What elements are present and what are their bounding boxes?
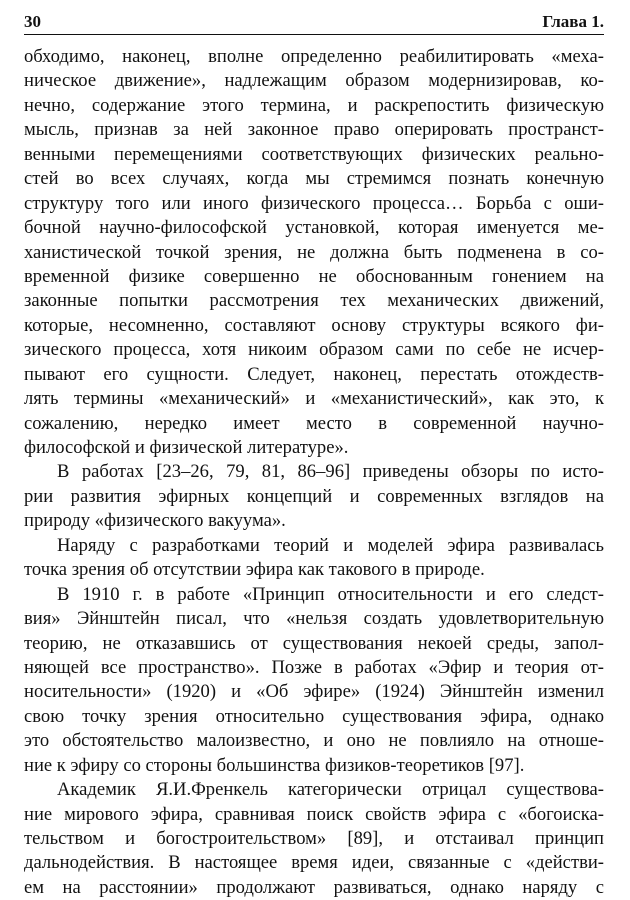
text-line: природу «физического вакуума». [24,510,286,532]
text-line: рии развития эфирных концепций и современных взглядов на [24,485,604,507]
text-line: стей во всех случаях, когда мы стремимся познать конечную [24,168,604,190]
text-line: временной физике совершенно не обоснованным гонением на [24,265,604,287]
text-line: которые, несомненно, составляют основу структуры всякого фи- [24,314,604,336]
text-line: ханистической точкой зрения, не должна быть подменена в со- [24,241,604,263]
text-line: свою точку зрения относительно существования эфира, однако [24,705,604,727]
text-line: носительности» (1920) и «Об эфире» (1924) Эйнштейн изменил [24,681,604,703]
text-line: зического процесса, хотя никоим образом сами по себе не исчер- [24,339,604,361]
text-line: бочной научно-философской установкой, которая именуется ме- [24,217,604,239]
text-line: ем на расстоянии» продолжают развиваться, однако наряду с [24,876,604,898]
text-line: Наряду с разработками теорий и моделей эфира развивалась [57,534,604,556]
text-line: мысль, признав за ней законное право оперировать пространст- [24,119,604,141]
text-line: законные попытки рассмотрения тех механических движений, [24,290,604,312]
text-line: ние мирового эфира, сравнивая поиск свойств эфира с «богоиска- [24,803,604,825]
text-line: тельством и богостроительством» [89], и отстаивал принцип [24,828,604,849]
text-line: пывают его сущности. Следует, наконец, перестать отождеств- [24,363,604,385]
text-line: дальнодействия. В настоящее время идеи, связанные с «действи- [24,852,604,874]
text-line: это обстоятельство малоизвестно, и оно не повлияло на отноше- [24,730,604,752]
text-line: Академик Я.И.Френкель категорически отрицал существова- [57,779,604,801]
text-line: философской и физической литературе». [24,437,349,458]
text-line: точка зрения об отсутствии эфира как такового в природе. [24,559,485,581]
text-line: теорию, не отказавшись от существования некоей среды, запол- [24,632,604,654]
text-line: структуру того или иного физического процесса… Борьба с оши- [24,192,604,214]
running-header [24,8,604,35]
text-line: нечно, содержание этого термина, и раскрепостить физическую [24,94,604,116]
text-line: няющей все пространство». Позже в работах «Эфир и теория от- [24,656,604,678]
text-line: сожалению, нередко имеет место в современной научно- [24,412,604,434]
text-line: ние к эфиру со стороны большинства физиков-теоретиков [97]. [24,754,525,776]
text-line: обходимо, наконец, вполне определенно реабилитировать «меха- [24,46,604,67]
text-line: В 1910 г. в работе «Принцип относительности и его следст- [57,583,604,605]
text-line: В работах [23–26, 79, 81, 86–96] приведены обзоры по исто- [57,461,604,483]
text-line: венными перемещениями соответствующих физических реально- [24,143,604,165]
body-text [24,45,604,900]
chapter-title: Глава 1. [542,12,604,31]
text-line: ническое движение», надлежащим образом модернизировав, ко- [24,70,604,92]
page-number: 30 [24,12,41,31]
text-line: вия» Эйнштейн писал, что «нельзя создать удовлетворительную [24,608,604,630]
text-line: лять термины «механический» и «механистический», как это, к [24,388,604,410]
